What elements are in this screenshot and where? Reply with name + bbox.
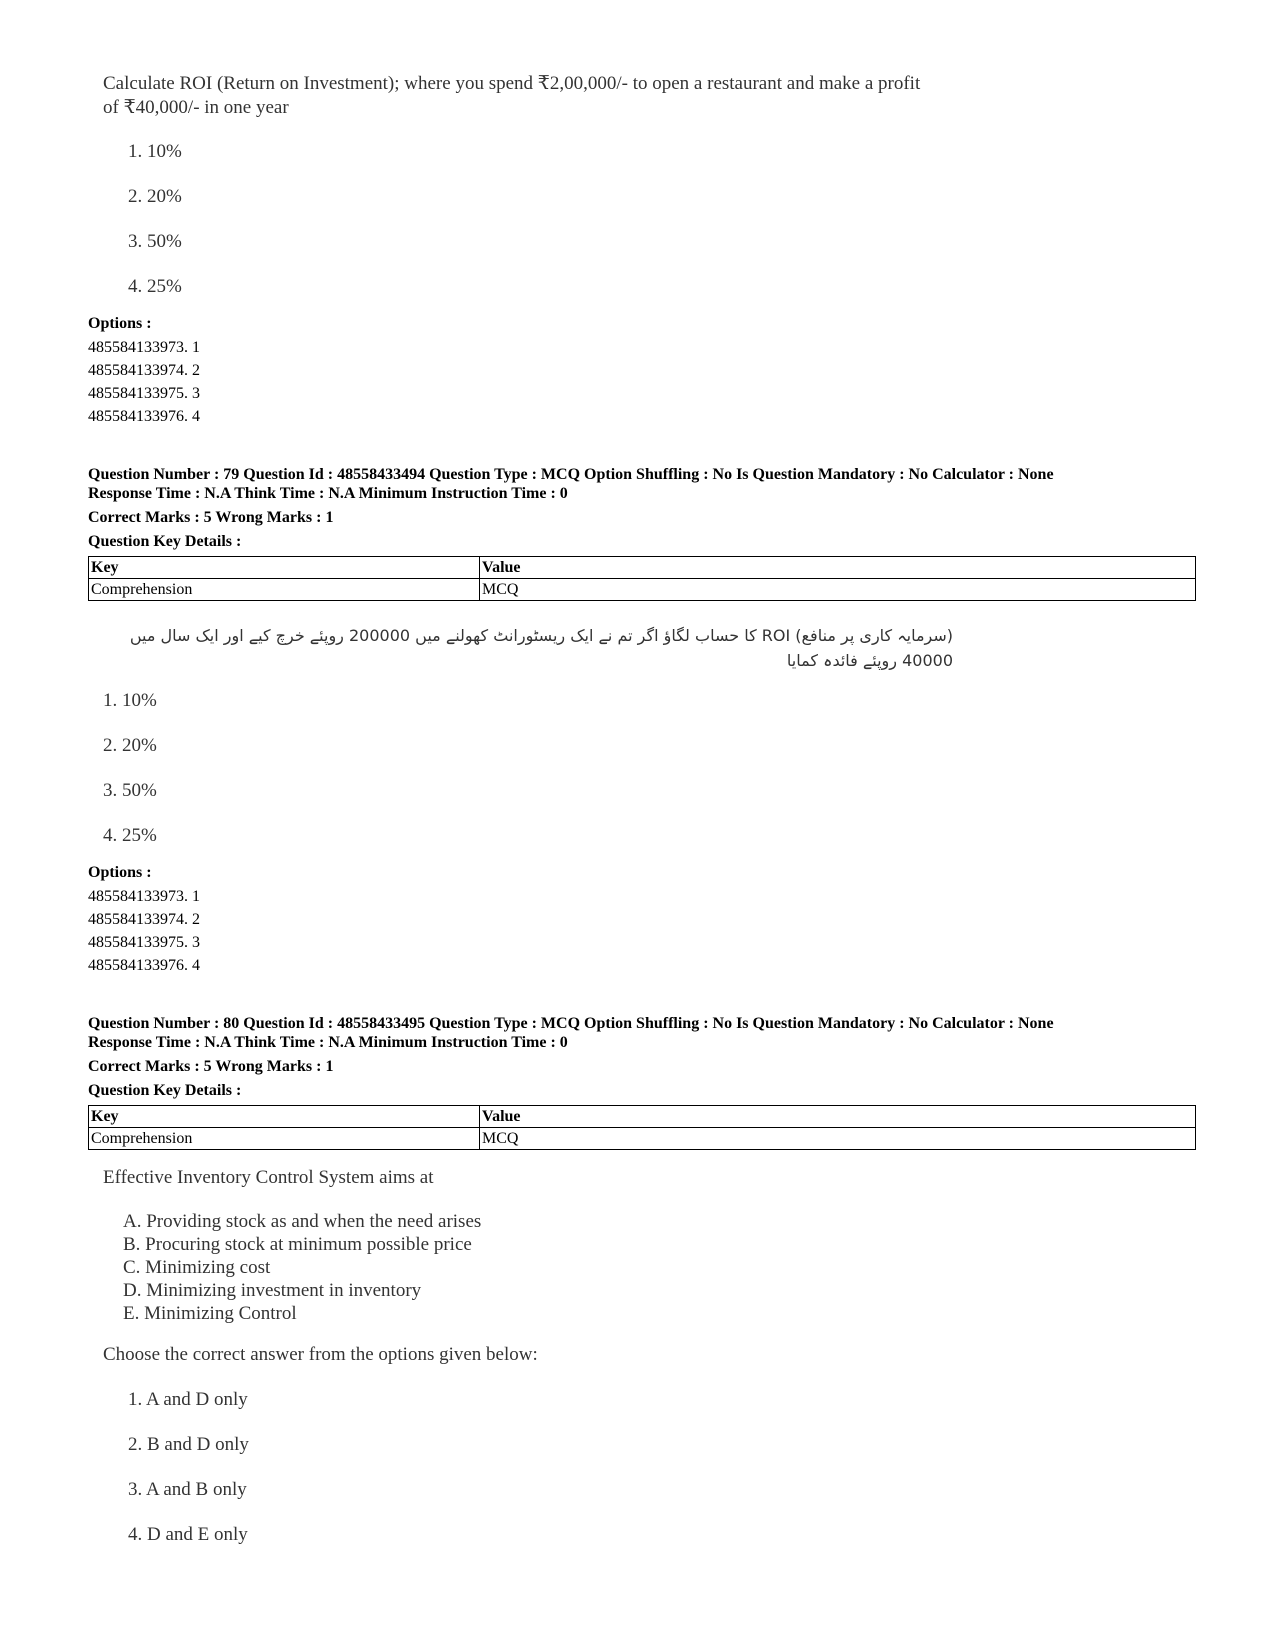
q79-header-line2: Response Time : N.A Think Time : N.A Minimum Instruction Time : 0: [88, 485, 568, 502]
q80-header-line2: Response Time : N.A Think Time : N.A Minimum Instruction Time : 0: [88, 1034, 568, 1051]
q80-key-details-label: Question Key Details :: [88, 1082, 242, 1099]
q79-header-line1: Question Number : 79 Question Id : 48558433494 Question Type : MCQ Option Shuffling : No Is Question Mandatory : No Calculator : None: [88, 466, 1054, 483]
q79-choice-2: 2. 20%: [103, 735, 157, 756]
q80-choice-3: 3. A and B only: [128, 1479, 247, 1500]
q79-option-id-4: 485584133976. 4: [88, 957, 200, 974]
table-row: [89, 1128, 1196, 1150]
q79-choice-1: 1. 10%: [103, 690, 157, 711]
q80-header-line1: Question Number : 80 Question Id : 48558433495 Question Type : MCQ Option Shuffling : No Is Question Mandatory : No Calculator : None: [88, 1015, 1054, 1032]
q79-marks: Correct Marks : 5 Wrong Marks : 1: [88, 509, 334, 526]
key-column-header: Key: [89, 1106, 480, 1128]
q78-option-id-2: 485584133974. 2: [88, 362, 200, 379]
table-row: [89, 579, 1196, 601]
q78-question-line1: Calculate ROI (Return on Investment); where you spend ₹2,00,000/- to open a restaurant and make a profit: [103, 73, 921, 94]
q79-urdu-line1: (سرمایہ کاری پر منافع) ROI کا حساب لگاؤ اگر تم نے ایک ریسٹورانٹ کھولنے میں 200000 روپئے خرچ کیے اور ایک سال میں: [129, 626, 953, 645]
q80-choice-1: 1. A and D only: [128, 1389, 248, 1410]
q79-key-table: [88, 556, 1196, 601]
table-header-row: [89, 557, 1196, 579]
q79-options-label: Options :: [88, 864, 152, 881]
key-column-header: Key: [89, 557, 480, 579]
q78-option-id-1: 485584133973. 1: [88, 339, 200, 356]
q79-choice-4: 4. 25%: [103, 825, 157, 846]
q79-key-details-label: Question Key Details :: [88, 533, 242, 550]
q78-choice-3: 3. 50%: [128, 231, 182, 252]
q78-choice-4: 4. 25%: [128, 276, 182, 297]
q78-question-text: [103, 72, 920, 120]
q78-options-label: Options :: [88, 315, 152, 332]
q79-header: [88, 465, 1054, 503]
q78-choice-2: 2. 20%: [128, 186, 182, 207]
q80-marks: Correct Marks : 5 Wrong Marks : 1: [88, 1058, 334, 1075]
q80-statements-list: [123, 1210, 481, 1325]
q79-choice-3: 3. 50%: [103, 780, 157, 801]
q80-key-table: [88, 1105, 1196, 1150]
q80-statement-a: A. Providing stock as and when the need arises: [123, 1211, 482, 1232]
q78-options-list: [88, 336, 200, 428]
q79-urdu-question: [100, 623, 953, 673]
q80-header: [88, 1014, 1054, 1052]
q80-statement-e: E. Minimizing Control: [123, 1303, 297, 1324]
q80-question-text: Effective Inventory Control System aims at: [103, 1167, 434, 1188]
value-column-header: Value: [480, 557, 1196, 579]
q80-statement-d: D. Minimizing investment in inventory: [123, 1280, 422, 1301]
table-header-row: [89, 1106, 1196, 1128]
value-column-header: Value: [480, 1106, 1196, 1128]
q80-choice-4: 4. D and E only: [128, 1524, 248, 1545]
q80-choice-2: 2. B and D only: [128, 1434, 249, 1455]
q78-option-id-4: 485584133976. 4: [88, 408, 200, 425]
q79-urdu-line2: 40000 روپئے فائدہ کمایا: [786, 651, 953, 670]
q79-option-id-3: 485584133975. 3: [88, 934, 200, 951]
key-cell: Comprehension: [89, 579, 480, 601]
q78-option-id-3: 485584133975. 3: [88, 385, 200, 402]
key-cell: Comprehension: [89, 1128, 480, 1150]
value-cell: MCQ: [480, 1128, 1196, 1150]
q78-question-line2: of ₹40,000/- in one year: [103, 97, 289, 118]
q79-option-id-1: 485584133973. 1: [88, 888, 200, 905]
q78-choice-1: 1. 10%: [128, 141, 182, 162]
q79-options-list: [88, 885, 200, 977]
q80-statement-b: B. Procuring stock at minimum possible price: [123, 1234, 472, 1255]
q80-statement-c: C. Minimizing cost: [123, 1257, 271, 1278]
q80-instruction: Choose the correct answer from the options given below:: [103, 1344, 538, 1365]
value-cell: MCQ: [480, 579, 1196, 601]
q79-option-id-2: 485584133974. 2: [88, 911, 200, 928]
